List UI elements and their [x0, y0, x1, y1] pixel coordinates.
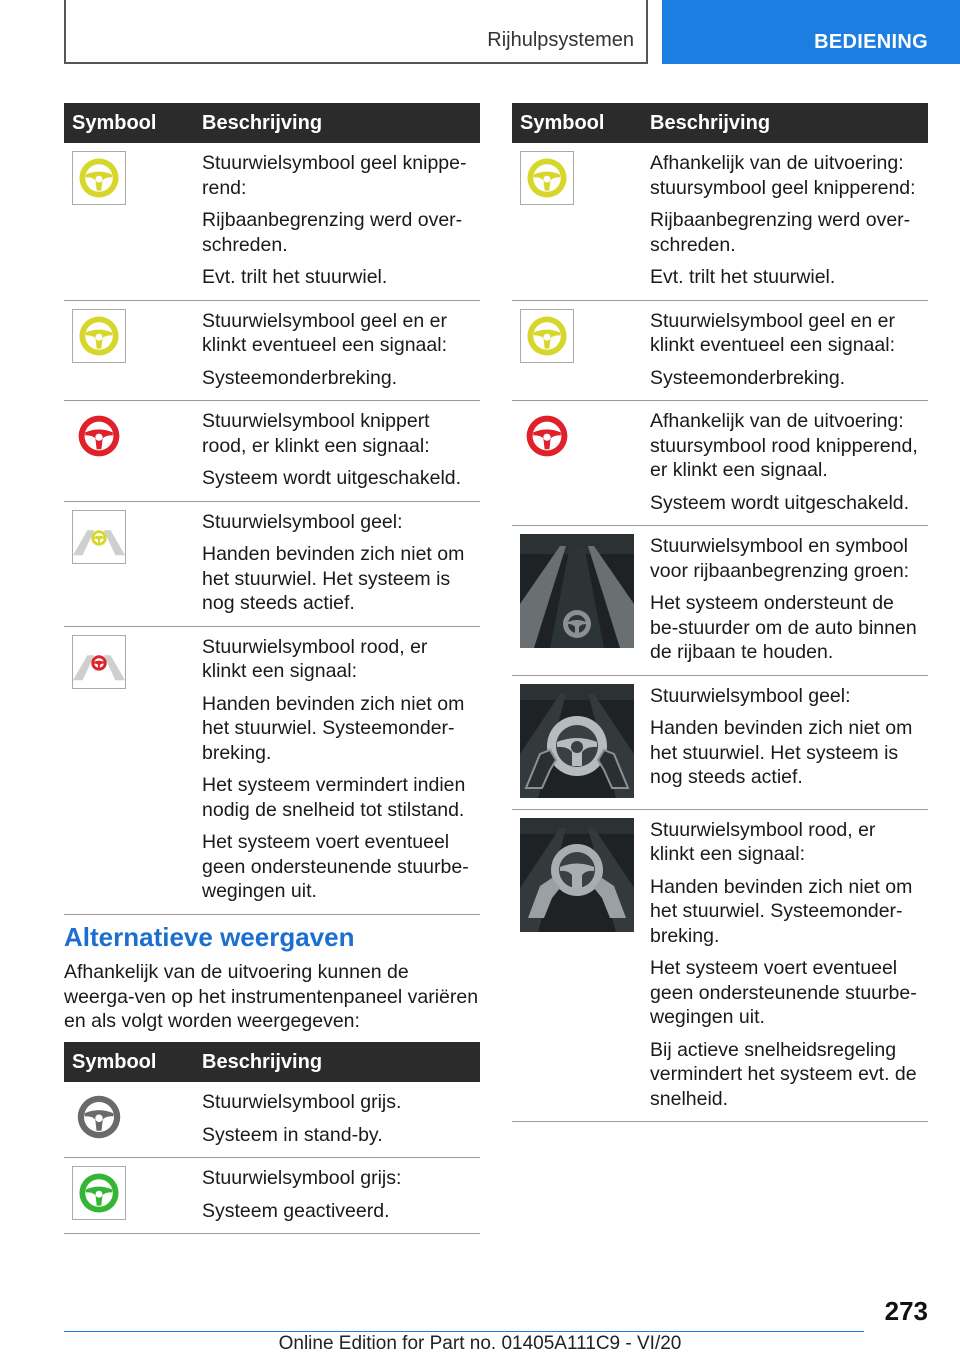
- table-row: [512, 143, 928, 300]
- column-header-description: Beschrijving: [642, 103, 928, 143]
- column-header-description: Beschrijving: [194, 1042, 480, 1082]
- row-text: Systeem wordt uitgeschakeld.: [650, 491, 910, 514]
- row-text: Handen bevinden zich niet om het stuurwiel. Systeemonder-breking.: [202, 692, 465, 764]
- steering-wheel-green-icon: [72, 1166, 126, 1220]
- row-text: Rijbaanbegrenzing werd over-schreden.: [650, 209, 911, 256]
- steering-wheel-yellow-icon: [520, 309, 574, 363]
- row-text: Stuurwielsymbool geel:: [650, 684, 851, 707]
- chapter-title: BEDIENING: [814, 31, 928, 53]
- row-text: Stuurwielsymbool grijs:: [202, 1167, 402, 1189]
- steering-wheel-yellow-icon: [72, 309, 126, 363]
- row-text: Stuurwielsymbool knippert rood, er klinkt een signaal:: [202, 410, 430, 457]
- symbol-table-alternative: [64, 1042, 480, 1234]
- table-row: [64, 501, 480, 626]
- row-text: Stuurwielsymbool rood, er klinkt een signaal:: [650, 818, 876, 865]
- row-text: Systeem in stand-by.: [202, 1123, 383, 1146]
- row-text: Stuurwielsymbool rood, er klinkt een signaal:: [202, 635, 428, 682]
- table-header-row: [64, 1042, 480, 1082]
- table-row: [512, 675, 928, 809]
- header-section-box: [64, 0, 648, 64]
- row-text: Rijbaanbegrenzing werd over-schreden.: [202, 209, 463, 256]
- row-text: Stuurwielsymbool geel en er klinkt eventueel een signaal:: [202, 309, 447, 356]
- header-chapter-tab: [662, 0, 960, 64]
- table-row: [64, 1158, 480, 1234]
- row-text: Handen bevinden zich niet om het stuurwiel. Systeemonder-breking.: [650, 875, 913, 947]
- row-text: Systeem wordt uitgeschakeld.: [202, 467, 462, 489]
- row-text: Systeemonderbreking.: [202, 366, 398, 389]
- section-heading-alternatieve-weergaven: Alternatieve weergaven: [64, 922, 355, 952]
- symbol-table-left: [64, 103, 480, 915]
- hands-on-wheel-yellow-icon: [72, 510, 126, 564]
- steering-wheel-grey-icon: [72, 1090, 126, 1144]
- table-header-row: [512, 103, 928, 143]
- table-row: [64, 626, 480, 914]
- table-header-row: [64, 103, 480, 143]
- row-text: Evt. trilt het stuurwiel.: [650, 266, 836, 288]
- table-row: [512, 401, 928, 526]
- row-text: Bij actieve snelheidsregeling vermindert het systeem evt. de snelheid.: [650, 1038, 917, 1110]
- column-header-symbol: Symbool: [64, 103, 194, 143]
- table-row: [512, 300, 928, 401]
- table-row: [512, 526, 928, 676]
- footer-divider: [64, 1331, 864, 1332]
- row-text: Stuurwielsymbool geel:: [202, 510, 403, 533]
- column-header-description: Beschrijving: [194, 103, 480, 143]
- edition-footer: Online Edition for Part no. 01405A111C9 - VI/20: [278, 1333, 682, 1354]
- row-text: Afhankelijk van de uitvoering: stuursymbool rood knipperend, er klinkt een signaal.: [650, 410, 918, 481]
- row-text: Systeem geactiveerd.: [202, 1199, 390, 1222]
- hands-on-wheel-red-icon: [72, 635, 126, 689]
- table-row: [64, 1082, 480, 1158]
- section-title: Rijhulpsystemen: [487, 29, 634, 51]
- row-text: Stuurwielsymbool geel knippe-rend:: [202, 152, 467, 199]
- steering-wheel-yellow-icon: [72, 151, 126, 205]
- table-row: [64, 300, 480, 401]
- steering-wheel-red-icon: [72, 409, 126, 463]
- steering-wheel-yellow-icon: [520, 151, 574, 205]
- section-intro-text: Afhankelijk van de uitvoering kunnen de weerga-ven op het instrumentenpaneel variëren en als volgt worden weergegeven:: [64, 961, 479, 1032]
- row-text: Evt. trilt het stuurwiel.: [202, 266, 388, 288]
- row-text: Handen bevinden zich niet om het stuurwiel. Het systeem is nog steeds actief.: [650, 717, 913, 788]
- row-text: Het systeem voert eventueel geen ondersteunende stuurbe-wegingen uit.: [202, 831, 469, 902]
- row-text: Stuurwielsymbool en symbool voor rijbaanbegrenzing groen:: [650, 535, 910, 582]
- row-text: Het systeem ondersteunt de be-stuurder om de auto binnen de rijbaan te houden.: [650, 592, 917, 663]
- row-text: Stuurwielsymbool geel en er klinkt eventueel een signaal:: [650, 309, 895, 356]
- table-row: [64, 401, 480, 502]
- lane-display-green-icon: [520, 534, 634, 653]
- page-number: 273: [884, 1296, 928, 1326]
- row-text: Het systeem vermindert indien nodig de snelheid tot stilstand.: [202, 774, 466, 821]
- table-row: [64, 143, 480, 300]
- steering-wheel-red-icon: [520, 409, 574, 463]
- row-text: Handen bevinden zich niet om het stuurwiel. Het systeem is nog steeds actief.: [202, 543, 465, 614]
- hands-display-red-icon: [520, 818, 634, 937]
- row-text: Het systeem voert eventueel geen ondersteunende stuurbe-wegingen uit.: [650, 957, 917, 1028]
- symbol-table-right: [512, 103, 928, 1122]
- column-header-symbol: Symbool: [512, 103, 642, 143]
- row-text: Systeemonderbreking.: [650, 366, 846, 389]
- row-text: Stuurwielsymbool grijs.: [202, 1091, 402, 1113]
- row-text: Afhankelijk van de uitvoering: stuursymbool geel knipperend:: [650, 152, 916, 199]
- hands-display-yellow-icon: [520, 684, 634, 803]
- table-row: [512, 809, 928, 1122]
- column-header-symbol: Symbool: [64, 1042, 194, 1082]
